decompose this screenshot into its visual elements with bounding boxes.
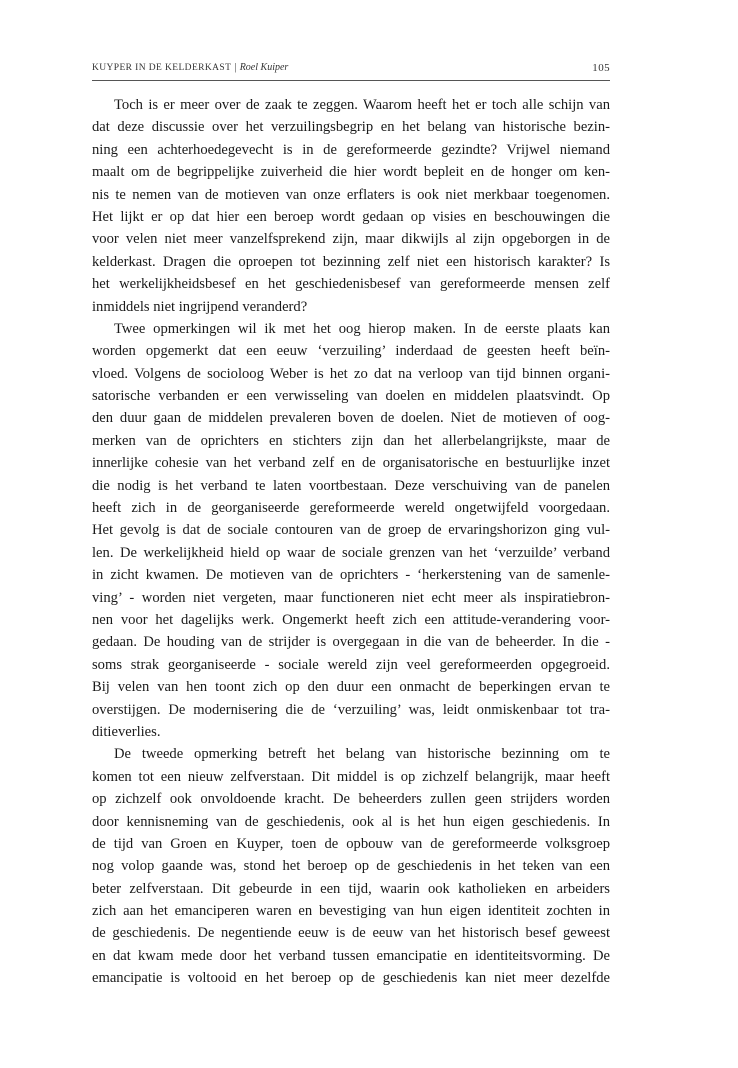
- text-line: komen tot een nieuw zelfverstaan. Dit middel is op zichzelf belangrijk, maar heeft: [92, 768, 610, 785]
- page-number: 105: [592, 62, 610, 74]
- text-line: zich aan het emanciperen waren en bevestiging van hun eigen identiteit zochten in: [92, 903, 610, 920]
- text-line: Toch is er meer over de zaak te zeggen. Waarom heeft het er toch alle schijn van: [114, 97, 610, 113]
- text-line: vloed. Volgens de socioloog Weber is het zo dat na verloop van tijd binnen organi-: [92, 365, 610, 382]
- text-line: soms strak georganiseerde - sociale wereld zijn veel gereformeerden opgegroeid.: [92, 656, 610, 673]
- text-line: beter zelfverstaan. Dit gebeurde in een tijd, waarin ook katholieken en arbeiders: [92, 880, 610, 897]
- text-line: Bij velen van hen toont zich op den duur een onmacht de beperkingen ervan te: [92, 679, 610, 696]
- text-line: De tweede opmerking betreft het belang van historische bezinning om te: [114, 746, 610, 763]
- header-separator: |: [234, 62, 237, 73]
- text-line: satorische verbanden er een verwisseling van doelen en middelen plaatsvindt. Op: [92, 388, 610, 405]
- text-line: inmiddels niet ingrijpend veranderd?: [92, 298, 308, 315]
- chapter-title: KUYPER IN DE KELDERKAST: [92, 63, 232, 73]
- running-head: [92, 62, 610, 78]
- text-line: nis te nemen van de motieven van onze erflaters is ook niet merkbaar toegenomen.: [92, 186, 610, 203]
- text-line: de geschiedenis. De negentiende eeuw is de eeuw van het historisch besef geweest: [92, 925, 610, 942]
- text-line: worden opgemerkt dat een eeuw ‘verzuiling’ inderdaad de geesten heeft beïn-: [92, 343, 610, 360]
- paragraph: [92, 318, 610, 743]
- paragraph: [92, 743, 610, 989]
- text-line: gedaan. De houding van de strijder is overgegaan in die van de beheerder. In die -: [92, 634, 610, 651]
- text-line: in zicht kwamen. De motieven van de oprichters - ‘herkerstening van de samenle-: [92, 567, 610, 584]
- book-page: [92, 0, 610, 1068]
- text-line: Twee opmerkingen wil ik met het oog hierop maken. In de eerste plaats kan: [114, 320, 610, 337]
- text-line: Het lijkt er op dat hier een beroep wordt gedaan op visies en beschouwingen die: [92, 208, 610, 225]
- text-line: overstijgen. De modernisering die de ‘verzuiling’ was, leidt onmiskenbaar tot tra-: [92, 701, 610, 718]
- text-line: op zichzelf ook onvoldoende kracht. De beheerders zullen geen strijders worden: [92, 791, 610, 808]
- header-rule: [92, 80, 610, 81]
- text-line: door kennisneming van de geschiedenis, ook al is het hun eigen geschiedenis. In: [92, 813, 610, 830]
- text-line: ving’ - worden niet vergeten, maar functioneren niet echt meer als inspiratiebron-: [92, 589, 610, 606]
- text-line: voor velen niet meer vanzelfsprekend zijn, maar dikwijls al zijn opgeborgen in de: [92, 231, 610, 248]
- text-line: de tijd van Groen en Kuyper, toen de opbouw van de gereformeerde volksgroep: [92, 835, 610, 852]
- author-name: Roel Kuiper: [239, 62, 289, 73]
- text-line: kelderkast. Dragen die oproepen tot bezinning zelf niet een historisch karakter? Is: [92, 253, 610, 270]
- text-line: ditieverlies.: [92, 723, 161, 740]
- text-line: maalt om de begrippelijke zuiverheid die hier wordt bepleit en de honger om ken-: [92, 164, 610, 181]
- text-line: len. De werkelijkheid hield op waar de sociale grenzen van het ‘verzuilde’ verband: [92, 544, 610, 561]
- text-line: die nodig is het verband te laten voortbestaan. Deze verschuiving van de panelen: [92, 477, 610, 494]
- text-line: nog volop gaande was, stond het beroep op de geschiedenis in het teken van een: [92, 858, 610, 875]
- text-line: heeft zich in de georganiseerde gereformeerde wereld ongetwijfeld voorgedaan.: [92, 500, 610, 517]
- text-line: dat deze discussie over het verzuilingsbegrip en het belang van historische bezin-: [92, 119, 610, 136]
- text-line: merken van de oprichters en stichters zijn dan het allerbelangrijkste, maar de: [92, 432, 610, 449]
- body-text: [92, 94, 610, 990]
- text-line: en dat kwam mede door het verband tussen emancipatie en identiteitsvorming. De: [92, 947, 610, 964]
- text-line: Het gevolg is dat de sociale contouren van de groep de ervaringshorizon ging vul-: [92, 522, 610, 539]
- running-head-left: [92, 62, 288, 73]
- text-line: het werkelijkheidsbesef en het geschiedenisbesef van gereformeerde mensen zelf: [92, 276, 610, 293]
- text-line: den duur gaan de middelen prevaleren boven de doelen. Niet de motieven of oog-: [92, 410, 610, 427]
- text-line: innerlijke cohesie van het verband zelf en de organisatorische en bestuurlijke inzet: [92, 455, 610, 472]
- text-line: ning een achterhoedegevecht is in de gereformeerde gezindte? Vrijwel niemand: [92, 141, 610, 158]
- text-line: nen voor het dagelijks werk. Ongemerkt heeft zich een attitude-verandering voor-: [92, 611, 610, 628]
- paragraph: [92, 94, 610, 318]
- text-line: emancipatie is voltooid en het beroep op de geschiedenis kan niet meer dezelfde: [92, 970, 610, 987]
